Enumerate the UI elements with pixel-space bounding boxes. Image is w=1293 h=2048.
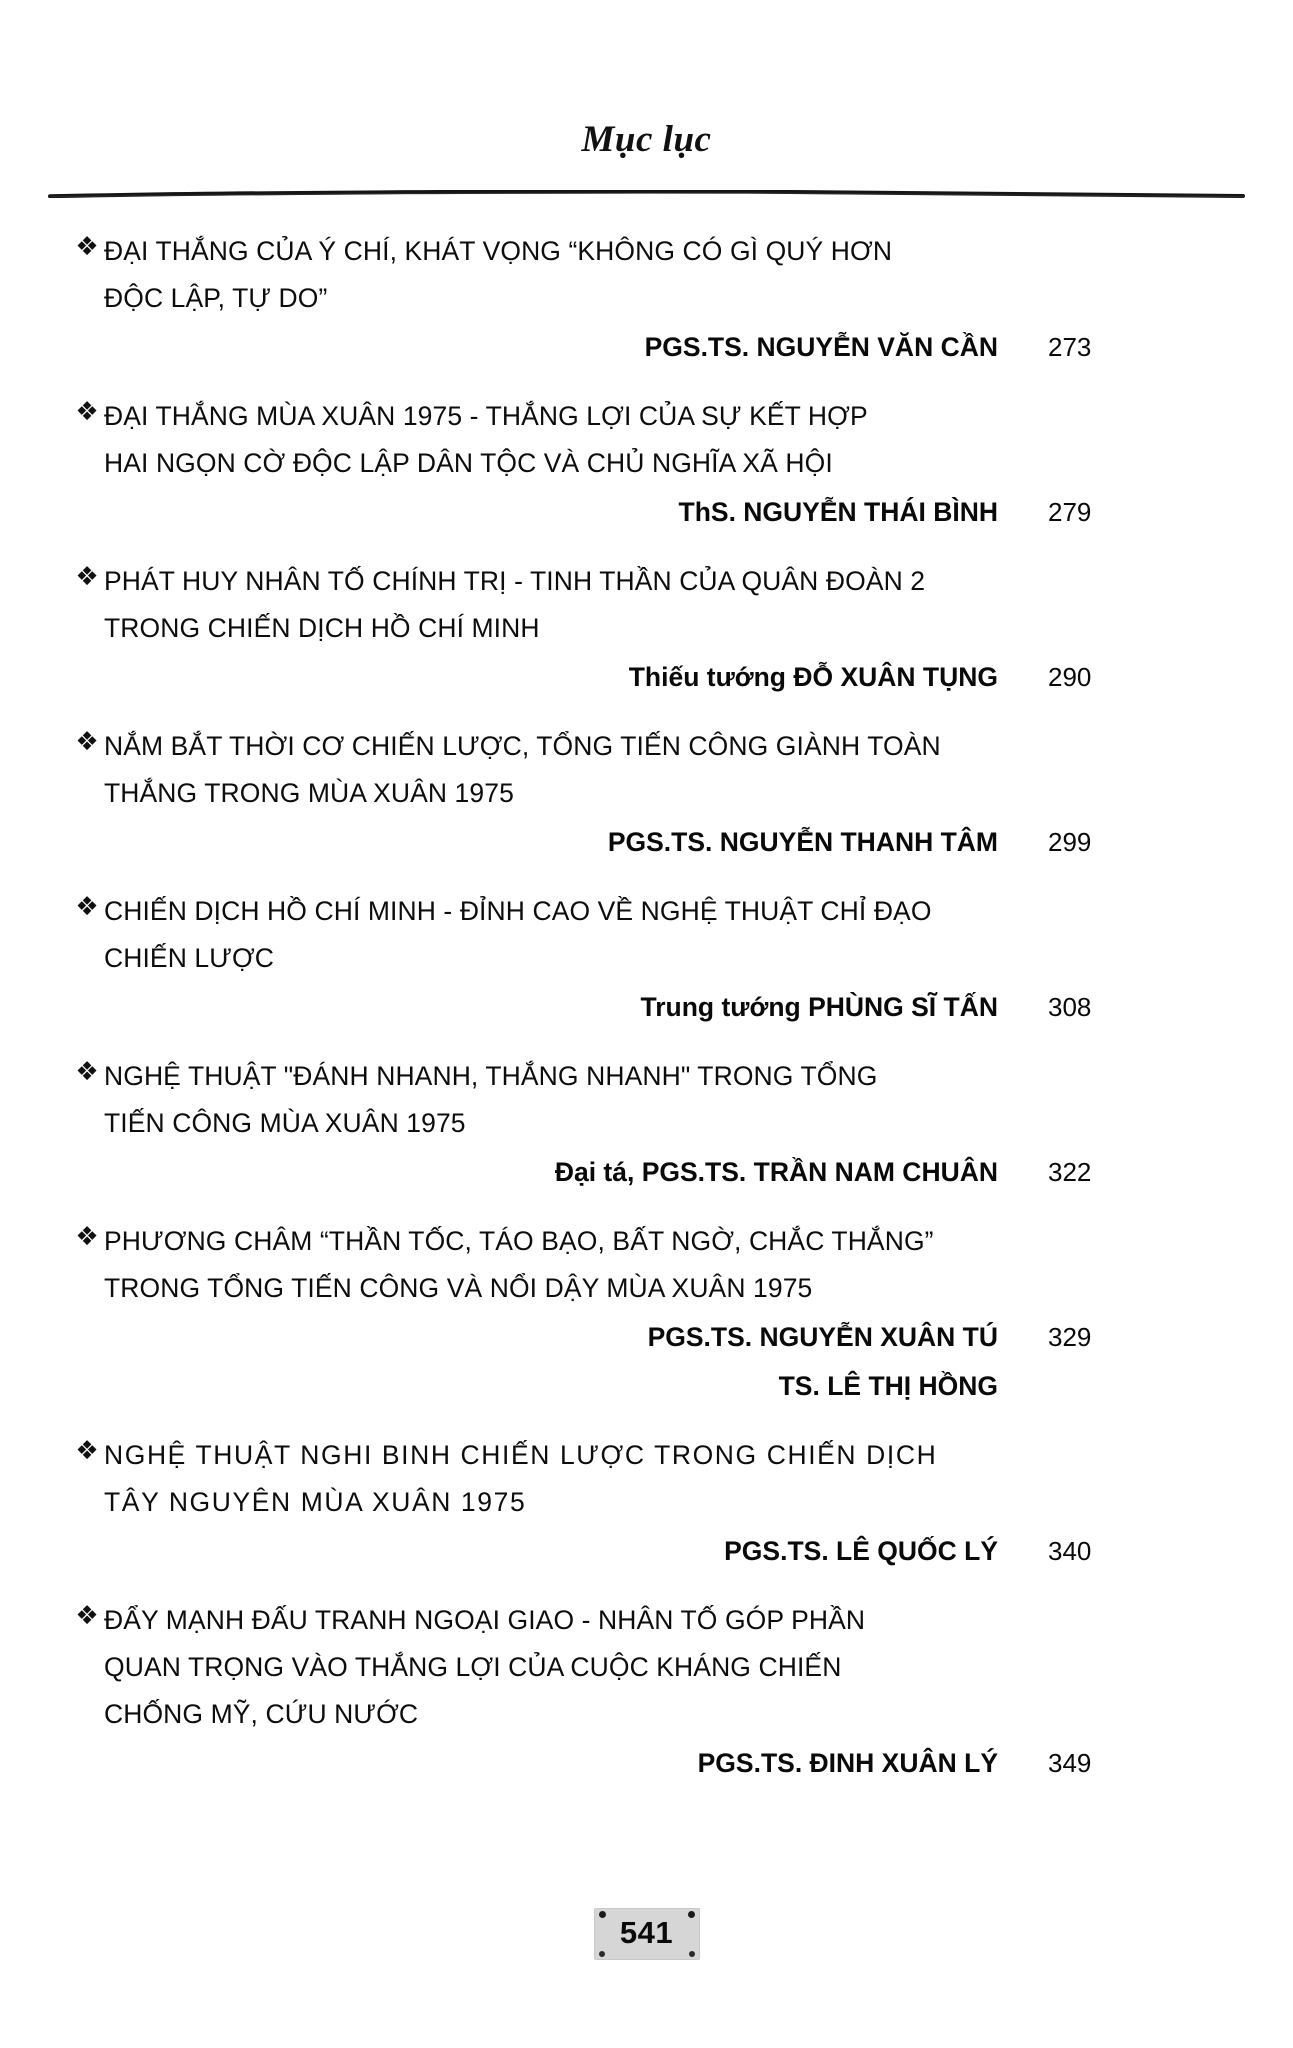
- toc-entry-title-line: THẮNG TRONG MÙA XUÂN 1975: [104, 778, 514, 808]
- toc-entry-title-line: PHƯƠNG CHÂM “THẦN TỐC, TÁO BẠO, BẤT NGỜ, CHẮC THẮNG”: [104, 1226, 934, 1256]
- toc-entry-page-number: 329: [1048, 1322, 1092, 1352]
- toc-entry-title-line: NẮM BẮT THỜI CƠ CHIẾN LƯỢC, TỔNG TIẾN CÔNG GIÀNH TOÀN: [104, 731, 941, 761]
- page-number-text: 541: [619, 1915, 674, 1950]
- toc-entry[interactable]: [0, 723, 1293, 866]
- toc-entry-author: Trung tướng PHÙNG SĨ TẤN: [640, 992, 998, 1022]
- toc-entry[interactable]: [0, 1053, 1293, 1196]
- diamond-bullet-icon: ❖: [75, 727, 99, 757]
- toc-entry-author-row: [104, 489, 1233, 536]
- toc-entry-author: ThS. NGUYỄN THÁI BÌNH: [678, 497, 998, 527]
- toc-entry-title-line: TÂY NGUYÊN MÙA XUÂN 1975: [104, 1487, 527, 1517]
- toc-entry-title-line: ĐỘC LẬP, TỰ DO”: [104, 283, 328, 313]
- toc-entry[interactable]: [0, 888, 1293, 1031]
- toc-entry-author-row: [104, 1363, 1233, 1410]
- diamond-bullet-icon: ❖: [75, 1601, 99, 1631]
- toc-entry-page-number: 308: [1048, 992, 1092, 1022]
- toc-entry-page-number: 340: [1048, 1536, 1092, 1566]
- page-footer: [0, 1908, 1293, 1960]
- toc-entry-author-row: [104, 324, 1233, 371]
- toc-entry-title-line: PHÁT HUY NHÂN TỐ CHÍNH TRỊ - TINH THẦN CỦA QUÂN ĐOÀN 2: [104, 566, 926, 596]
- page-number-badge: [594, 1908, 700, 1960]
- toc-entry-author-row: [104, 1740, 1233, 1787]
- toc-entry-author-row: [104, 1149, 1233, 1196]
- toc-entry-title-line: HAI NGỌN CỜ ĐỘC LẬP DÂN TỘC VÀ CHỦ NGHĨA XÃ HỘI: [104, 448, 833, 478]
- toc-entry[interactable]: [0, 1432, 1293, 1575]
- toc-entry-page-number: 290: [1048, 662, 1092, 692]
- diamond-bullet-icon: ❖: [75, 232, 99, 262]
- toc-entry-page-number: 349: [1048, 1748, 1092, 1778]
- toc-entry-author: PGS.TS. ĐINH XUÂN LÝ: [697, 1748, 998, 1778]
- badge-corner-dot-bottom-left: [599, 1951, 605, 1957]
- page-title: Mục lục: [581, 119, 712, 160]
- diamond-bullet-icon: ❖: [75, 397, 99, 427]
- table-of-contents: [0, 228, 1293, 1809]
- toc-entry-page-number: 322: [1048, 1157, 1092, 1187]
- diamond-bullet-icon: ❖: [75, 562, 99, 592]
- toc-entry-title-line: NGHỆ THUẬT "ĐÁNH NHANH, THẮNG NHANH" TRONG TỔNG: [104, 1061, 878, 1091]
- toc-entry-title-line: TIẾN CÔNG MÙA XUÂN 1975: [104, 1108, 466, 1138]
- toc-entry-title-line: CHIẾN DỊCH HỒ CHÍ MINH - ĐỈNH CAO VỀ NGHỆ THUẬT CHỈ ĐẠO: [104, 896, 932, 926]
- toc-entry[interactable]: [0, 228, 1293, 371]
- toc-entry-author-row: [104, 1528, 1233, 1575]
- toc-entry-title-line: TRONG CHIẾN DỊCH HỒ CHÍ MINH: [104, 613, 540, 643]
- toc-entry-title-line: NGHỆ THUẬT NGHI BINH CHIẾN LƯỢC TRONG CHIẾN DỊCH: [104, 1440, 938, 1470]
- toc-entry[interactable]: [0, 558, 1293, 701]
- toc-entry-author-row: [104, 654, 1233, 701]
- toc-entry-author-row: [104, 984, 1233, 1031]
- toc-entry-author: PGS.TS. NGUYỄN VĂN CẦN: [644, 332, 998, 362]
- toc-entry-author: Đại tá, PGS.TS. TRẦN NAM CHUÂN: [554, 1157, 998, 1187]
- toc-entry-page-number: 279: [1048, 497, 1092, 527]
- toc-entry-title-line: ĐẠI THẮNG MÙA XUÂN 1975 - THẮNG LỢI CỦA SỰ KẾT HỢP: [104, 401, 868, 431]
- toc-entry-title-line: ĐẠI THẮNG CỦA Ý CHÍ, KHÁT VỌNG “KHÔNG CÓ GÌ QUÝ HƠN: [104, 236, 893, 266]
- toc-entry-author-row: [104, 819, 1233, 866]
- diamond-bullet-icon: ❖: [75, 1057, 99, 1087]
- page-header: [0, 118, 1293, 161]
- toc-entry-page-number: 299: [1048, 827, 1092, 857]
- toc-entry-author: PGS.TS. NGUYỄN THANH TÂM: [607, 827, 998, 857]
- toc-entry[interactable]: [0, 1218, 1293, 1410]
- toc-entry-author-row: [104, 1314, 1233, 1361]
- toc-entry-author: PGS.TS. NGUYỄN XUÂN TÚ: [647, 1322, 998, 1352]
- toc-entry-title-line: CHIẾN LƯỢC: [104, 943, 275, 973]
- diamond-bullet-icon: ❖: [75, 1222, 99, 1252]
- toc-entry-author: PGS.TS. LÊ QUỐC LÝ: [724, 1536, 998, 1566]
- toc-entry-page-number: 273: [1048, 332, 1092, 362]
- toc-entry-title-line: ĐẨY MẠNH ĐẤU TRANH NGOẠI GIAO - NHÂN TỐ GÓP PHẦN: [104, 1605, 866, 1635]
- toc-entry-title-line: TRONG TỔNG TIẾN CÔNG VÀ NỔI DẬY MÙA XUÂN 1975: [104, 1273, 813, 1303]
- diamond-bullet-icon: ❖: [75, 1436, 99, 1466]
- toc-entry[interactable]: [0, 393, 1293, 536]
- diamond-bullet-icon: ❖: [75, 892, 99, 922]
- toc-entry-title-line: CHỐNG MỸ, CỨU NƯỚC: [104, 1699, 419, 1729]
- toc-entry-author: TS. LÊ THỊ HỒNG: [778, 1371, 998, 1401]
- toc-entry-author: Thiếu tướng ĐỖ XUÂN TỤNG: [628, 662, 998, 692]
- header-divider: [48, 190, 1245, 197]
- toc-entry[interactable]: [0, 1597, 1293, 1787]
- badge-corner-dot-bottom-right: [689, 1951, 695, 1957]
- toc-entry-title-line: QUAN TRỌNG VÀO THẮNG LỢI CỦA CUỘC KHÁNG CHIẾN: [104, 1652, 842, 1682]
